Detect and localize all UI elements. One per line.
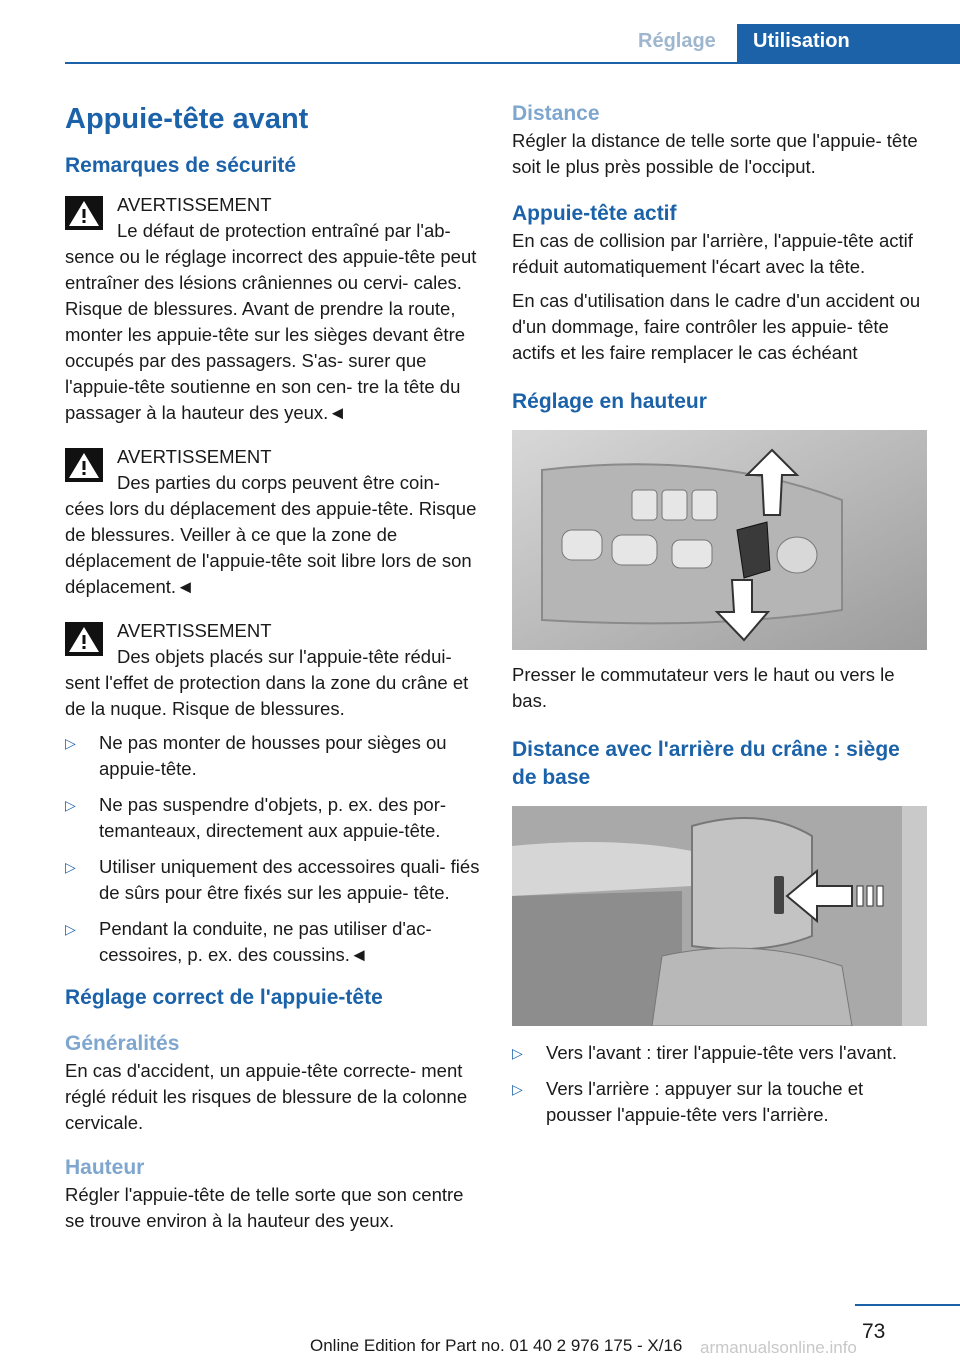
watermark: armanualsonline.info [700, 1338, 857, 1357]
warning-icon [65, 196, 103, 230]
section-correct-adjustment-heading: Réglage correct de l'appuie-tête [65, 986, 383, 1009]
subheading-general: Généralités [65, 1032, 180, 1055]
list-item [65, 792, 480, 844]
seat-switch-illustration [512, 430, 927, 650]
right-column [512, 100, 930, 1138]
warning-text-first: Des objets placés sur l'appuie-tête rédui‐ [117, 646, 452, 667]
warning-block-1 [65, 192, 480, 426]
bullet-triangle-icon: ▷ [65, 859, 76, 875]
list-item [512, 1040, 930, 1066]
warning-block-2 [65, 444, 480, 600]
list-item-text: Ne pas monter de housses pour sièges ou appuie-tête. [99, 732, 447, 779]
header-rule [65, 62, 960, 64]
page-title: Appuie-tête avant [65, 103, 309, 135]
warning-text: sent l'effet de protection dans la zone du crâne et de la nuque. Risque de blessures. [65, 672, 469, 719]
warning-title: AVERTISSEMENT [117, 446, 272, 467]
list-item-text: Utiliser uniquement des accessoires quali‐ fiés de sûrs pour être fixés sur les appuie- tête. [99, 856, 480, 903]
seat-switch-image [512, 430, 927, 650]
bullet-triangle-icon: ▷ [512, 1081, 523, 1097]
height-caption: Presser le commutateur vers le haut ou vers le bas. [512, 664, 895, 711]
subheading-distance: Distance [512, 102, 600, 125]
height-text: Régler l'appuie-tête de telle sorte que son centre se trouve environ à la hauteur des yeux. [65, 1184, 464, 1231]
footer-edition: Online Edition for Part no. 01 40 2 976 175 - X/16 [310, 1336, 683, 1355]
list-item-text: Vers l'arrière : appuyer sur la touche et pousser l'appuie-tête vers l'arrière. [546, 1078, 864, 1125]
warning-text-first: Des parties du corps peuvent être coin‐ [117, 472, 440, 493]
active-text-2: En cas d'utilisation dans le cadre d'un accident ou d'un dommage, faire contrôler les appuie- tête actifs et les faire remplacer le cas échéant [512, 290, 921, 363]
warning-icon [65, 622, 103, 656]
bullet-triangle-icon: ▷ [65, 921, 76, 937]
tab-reglage[interactable]: Réglage [638, 30, 716, 52]
headrest-image [512, 806, 927, 1026]
warning-block-3 [65, 618, 480, 722]
headrest-illustration [512, 806, 927, 1026]
bullet-triangle-icon: ▷ [65, 735, 76, 751]
list-item-text: Ne pas suspendre d'objets, p. ex. des por‐ temanteaux, directement aux appuie-tête. [99, 794, 447, 841]
section-active-headrest-heading: Appuie-tête actif [512, 202, 677, 225]
section-distance-heading: Distance avec l'arrière du crâne : siège de base [512, 738, 900, 789]
section-height-adjustment-heading: Réglage en hauteur [512, 390, 707, 413]
tab-utilisation[interactable] [737, 24, 960, 62]
list-item-text: Pendant la conduite, ne pas utiliser d'ac‐ cessoires, p. ex. des coussins.◄ [99, 918, 432, 965]
subheading-height: Hauteur [65, 1156, 145, 1179]
page-number-rule [855, 1304, 960, 1306]
tab-utilisation-label: Utilisation [753, 30, 850, 52]
left-column [65, 100, 480, 1234]
list-item [65, 730, 480, 782]
warning-bullet-list [65, 730, 480, 968]
warning-text-first: Le défaut de protection entraîné par l'ab‐ [117, 220, 451, 241]
warning-title: AVERTISSEMENT [117, 194, 272, 215]
list-item [65, 916, 480, 968]
warning-text: cées lors du déplacement des appuie-tête. Risque de blessures. Veiller à ce que la zone de déplacement de l'appuie-tête soit libre lors de son déplacement.◄ [65, 498, 477, 597]
section-safety-heading: Remarques de sécurité [65, 154, 297, 177]
distance-text: Régler la distance de telle sorte que l'appuie- tête soit le plus près possible de l'occiput. [512, 130, 918, 177]
distance-bullet-list [512, 1040, 930, 1128]
bullet-triangle-icon: ▷ [512, 1045, 523, 1061]
bullet-triangle-icon: ▷ [65, 797, 76, 813]
list-item-text: Vers l'avant : tirer l'appuie-tête vers l'avant. [546, 1042, 897, 1063]
active-text-1: En cas de collision par l'arrière, l'appuie-tête actif réduit automatiquement l'écart avec la tête. [512, 230, 913, 277]
page-number: 73 [862, 1320, 886, 1343]
list-item [65, 854, 480, 906]
list-item [512, 1076, 930, 1128]
warning-icon [65, 448, 103, 482]
warning-text: sence ou le réglage incorrect des appuie-tête peut entraîner des lésions crâniennes ou cervi‐ cales. Risque de blessures. Avant de prendre la route, monter les appuie-tête sur les sièges devant être occupés par des passagers. S'as‐ surer que l'appuie-tête soutienne en son cen‐ tre la tête du passager à la hauteur des yeux.◄ [65, 246, 477, 423]
general-text: En cas d'accident, un appuie-tête correcte‐ ment réglé réduit les risques de blessure de la colonne cervicale. [65, 1060, 468, 1133]
warning-title: AVERTISSEMENT [117, 620, 272, 641]
